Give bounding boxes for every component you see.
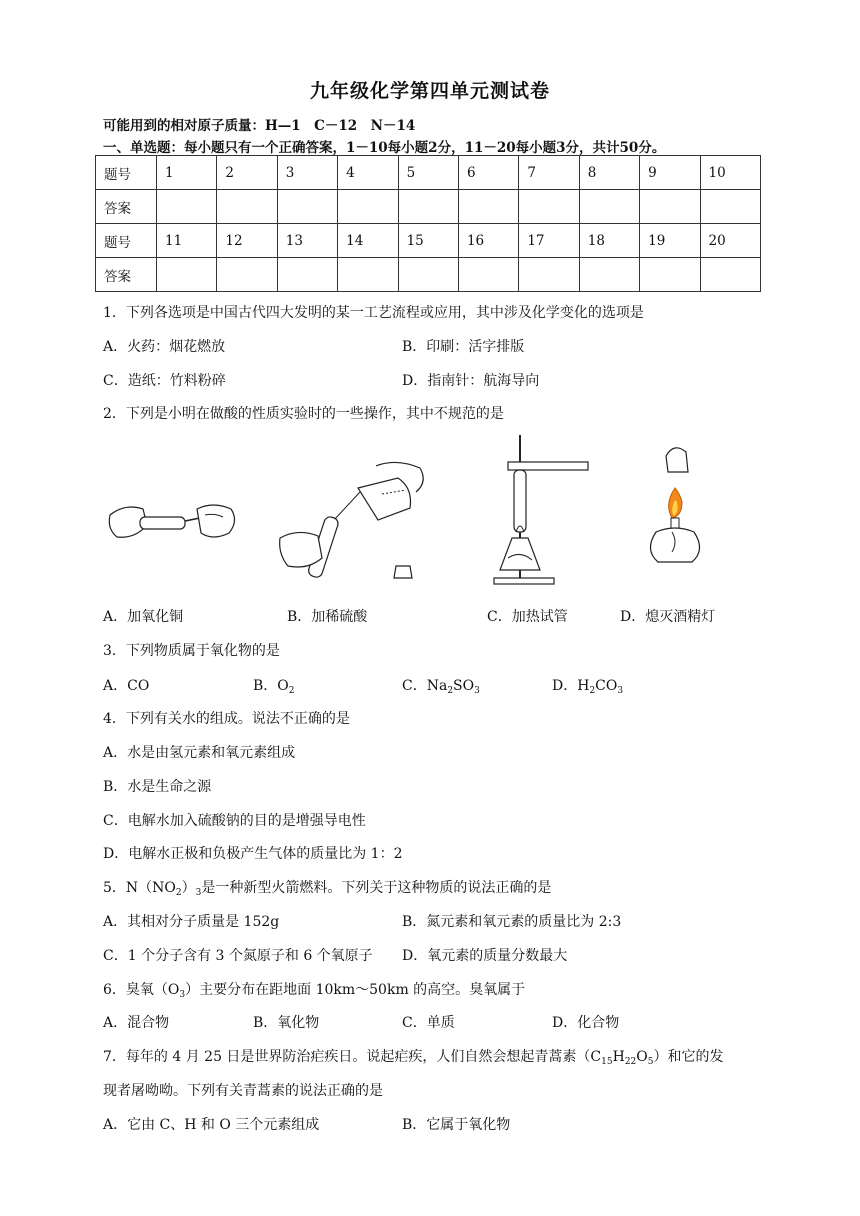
table-cell: 8: [579, 156, 639, 190]
answer-cell[interactable]: [217, 258, 277, 292]
answer-cell[interactable]: [579, 258, 639, 292]
table-row: [96, 156, 761, 190]
table-cell: 19: [640, 224, 700, 258]
answer-cell[interactable]: [700, 190, 760, 224]
question-4-stem: 4．下列有关水的组成。说法不正确的是: [103, 711, 350, 727]
answer-cell[interactable]: [640, 190, 700, 224]
answer-cell[interactable]: [217, 190, 277, 224]
q7-option-a: A．它由 C、H 和 O 三个元素组成: [103, 1117, 320, 1133]
table-cell: 题号: [96, 224, 157, 258]
q6-option-a: A．混合物: [103, 1015, 170, 1031]
table-cell: 10: [700, 156, 760, 190]
q5-option-d: D．氧元素的质量分数最大: [402, 948, 568, 964]
answer-cell[interactable]: [640, 258, 700, 292]
table-cell: 答案: [96, 258, 157, 292]
table-row: [96, 224, 761, 258]
table-cell: 6: [458, 156, 518, 190]
answer-cell[interactable]: [700, 258, 760, 292]
q2-option-b: B．加稀硫酸: [287, 609, 368, 625]
answer-cell[interactable]: [338, 190, 398, 224]
table-cell: 9: [640, 156, 700, 190]
q5-option-c: C．1 个分子含有 3 个氮原子和 6 个氧原子: [103, 948, 373, 964]
q4-option-c: C．电解水加入硫酸钠的目的是增强导电性: [103, 813, 366, 829]
table-cell: 16: [458, 224, 518, 258]
q7-option-b: B．它属于氧化物: [402, 1117, 511, 1133]
table-cell: 14: [338, 224, 398, 258]
question-6-stem: 6．臭氧$(O_3)$主要分布在距地面 10km～50km 的高空。臭氧属于: [103, 982, 526, 1000]
table-cell: 18: [579, 224, 639, 258]
q6-option-d: D．化合物: [552, 1015, 620, 1031]
answer-cell[interactable]: [398, 190, 458, 224]
add-copper-oxide-figure: [105, 495, 245, 555]
question-2-stem: 2．下列是小明在做酸的性质实验时的一些操作，其中不规范的是: [103, 406, 504, 422]
answer-cell[interactable]: [338, 258, 398, 292]
answer-cell[interactable]: [277, 258, 337, 292]
table-cell: 12: [217, 224, 277, 258]
table-cell: 20: [700, 224, 760, 258]
page-title: 九年级化学第四单元测试卷: [309, 80, 550, 102]
q1-option-a: A．火药：烟花燃放: [103, 339, 226, 355]
atomic-mass-note: 可能用到的相对原子质量：H—1 C－12 N－14: [103, 118, 416, 134]
table-cell: 17: [519, 224, 579, 258]
q1-option-b: B．印刷：活字排版: [402, 339, 525, 355]
q1-option-c: C．造纸：竹料粉碎: [103, 373, 226, 389]
answer-cell[interactable]: [157, 190, 217, 224]
section-heading: 一、单选题：每小题只有一个正确答案，1－10每小题2分，11－20每小题3分，共计50分。: [103, 140, 666, 156]
table-row: [96, 258, 761, 292]
heat-test-tube-figure: [490, 430, 590, 590]
question-3-stem: 3．下列物质属于氧化物的是: [103, 643, 280, 659]
answer-cell[interactable]: [458, 190, 518, 224]
table-cell: 13: [277, 224, 337, 258]
q2-option-a: A．加氧化铜: [103, 609, 184, 625]
table-cell: 1: [157, 156, 217, 190]
question-5-stem: 5．$N(NO_2)_3$是一种新型火箭燃料。下列关于这种物质的说法正确的是: [103, 880, 552, 898]
q4-option-a: A．水是由氢元素和氧元素组成: [103, 745, 296, 761]
q3-option-d: D．$H_2CO_3$: [552, 678, 624, 696]
answer-cell[interactable]: [519, 190, 579, 224]
q6-option-c: C．单质: [402, 1015, 455, 1031]
table-row: [96, 190, 761, 224]
table-cell: 4: [338, 156, 398, 190]
table-cell: 2: [217, 156, 277, 190]
q6-option-b: B．氧化物: [253, 1015, 320, 1031]
answer-cell[interactable]: [157, 258, 217, 292]
answer-table: [95, 155, 761, 292]
q3-option-c: C．$Na_2SO_3$: [402, 678, 480, 696]
q3-option-a: A．CO: [103, 678, 150, 694]
table-cell: 5: [398, 156, 458, 190]
table-cell: 3: [277, 156, 337, 190]
q1-option-d: D．指南针：航海导向: [402, 373, 540, 389]
table-cell: 答案: [96, 190, 157, 224]
answer-cell[interactable]: [579, 190, 639, 224]
q2-option-c: C．加热试管: [487, 609, 568, 625]
answer-cell[interactable]: [458, 258, 518, 292]
answer-cell[interactable]: [277, 190, 337, 224]
table-cell: 15: [398, 224, 458, 258]
answer-cell[interactable]: [519, 258, 579, 292]
question-7-stem: 7．每年的 4 月 25 日是世界防治疟疾日。说起疟疾，人们自然会想起青蒿素$(C_{15}H_{22}O_5)$和它的发: [103, 1049, 724, 1067]
question-7-stem-line2: 现者屠呦呦。下列有关青蒿素的说法正确的是: [103, 1083, 383, 1099]
answer-cell[interactable]: [398, 258, 458, 292]
add-dilute-acid-figure: [278, 458, 433, 593]
table-cell: 7: [519, 156, 579, 190]
q3-option-b: B．$O_2$: [253, 678, 295, 696]
q5-option-b: B．氮元素和氧元素的质量比为 2:3: [402, 914, 622, 930]
extinguish-lamp-figure: [642, 442, 712, 572]
q4-option-d: D．电解水正极和负极产生气体的质量比为 1：2: [103, 846, 403, 862]
table-cell: 题号: [96, 156, 157, 190]
q2-option-d: D．熄灭酒精灯: [620, 609, 716, 625]
question-1-stem: 1．下列各选项是中国古代四大发明的某一工艺流程或应用，其中涉及化学变化的选项是: [103, 305, 644, 321]
table-cell: 11: [157, 224, 217, 258]
q4-option-b: B．水是生命之源: [103, 779, 212, 795]
q5-option-a: A．其相对分子质量是 152g: [103, 914, 280, 930]
